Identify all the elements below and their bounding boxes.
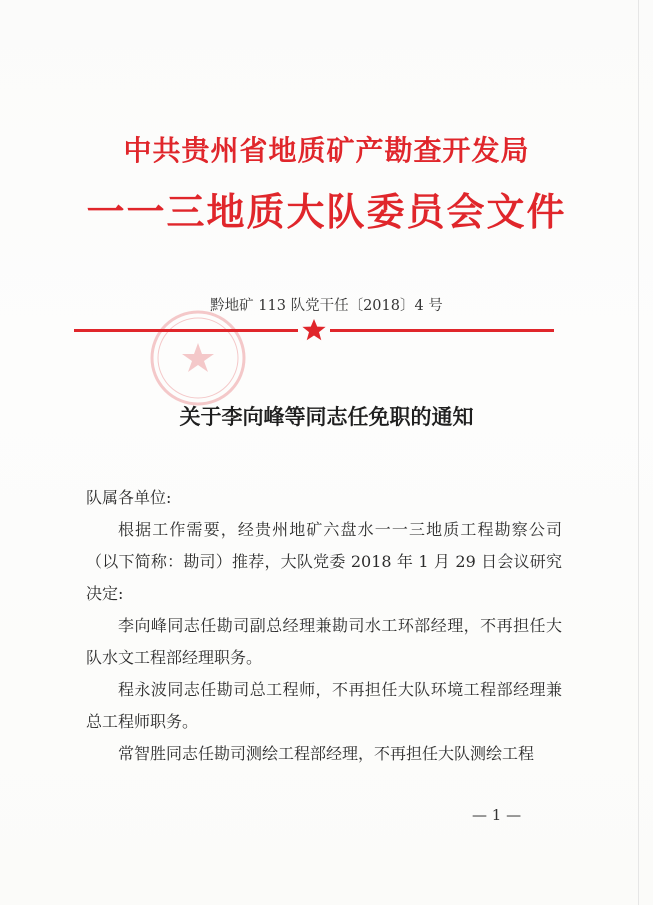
divider-line-left (74, 329, 298, 332)
divider-line-right (330, 329, 554, 332)
paragraph-1: 根据工作需要，经贵州地矿六盘水一一三地质工程勘察公司（以下简称：勘司）推荐，大队党委 2018 年 1 月 29 日会议研究决定: (86, 520, 562, 603)
salutation: 队属各单位: (86, 488, 172, 507)
official-seal-icon (138, 303, 258, 413)
page-number: — 1 — (472, 806, 522, 824)
star-icon (301, 319, 327, 341)
document-header-title: 一一三地质大队委员会文件 (86, 190, 567, 234)
paragraph-4: 常智胜同志任勘司测绘工程部经理，不再担任大队测绘工程 (118, 744, 535, 763)
header-divider (74, 322, 554, 338)
paragraph-3: 程永波同志任勘司总工程师，不再担任大队环境工程部经理兼总工程师职务。 (86, 680, 562, 731)
issuing-authority: 中共贵州省地质矿产勘查开发局 (123, 134, 530, 167)
document-number: 黔地矿 113 队党干任〔2018〕4 号 (210, 298, 443, 314)
notice-body (86, 482, 562, 770)
paragraph-2: 李向峰同志任勘司副总经理兼勘司水工环部经理，不再担任大队水文工程部经理职务。 (86, 616, 562, 667)
notice-title: 关于李向峰等同志任免职的通知 (179, 405, 474, 429)
